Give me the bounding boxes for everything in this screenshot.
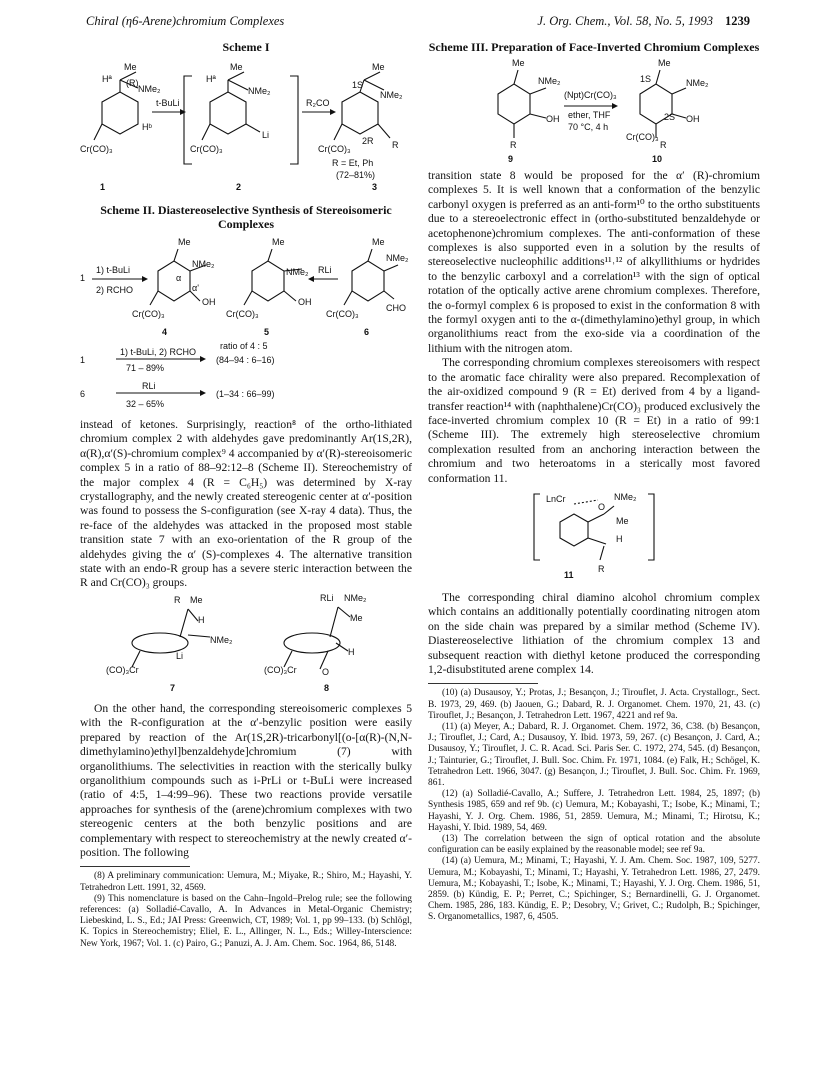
label-r: (R) xyxy=(126,78,139,88)
ring-9 xyxy=(498,84,530,124)
label-tbuli: t-BuLi xyxy=(156,98,180,108)
label-me-4: Me xyxy=(178,237,191,247)
transition-states-7-8 xyxy=(80,591,412,697)
label-2r: 2R xyxy=(362,136,374,146)
label-cr-3: Cr(CO)₃ xyxy=(318,144,351,154)
ratio-heading: ratio of 4 : 5 xyxy=(220,341,268,351)
compound-7-label: 7 xyxy=(170,682,176,693)
running-title: Chiral (η6-Arene)chromium Complexes xyxy=(86,14,285,28)
compound-6-label: 6 xyxy=(364,327,370,337)
right-paragraph-1: transition state 8 would be proposed for the α′ (R)-chromium complexes 5. It is well known that a conformation of the benzylic carbonyl oxygen is preferred as an anti-form¹⁰ to the ortho substituents due to a stereoelectronic effect in (ortho-substituted benzaldehyde or acetophenone)chromium complexes. The anti-conformation of these complexes is also supported even in a solution by the results of stereoselective nucleophilic additions¹¹˒¹² of alkyllithiums or hydrides to the benzylic carboxyl and a correlation¹³ with the sign of optical rotation of the optically active arene chromium complexes. Therefore, the o-formyl complex 6 is proposed to exist in the conformation 8 with the formyl oxygen anti to the α-(dimethylamino)ethyl group, in which organolithiums react from the exo-side via a coordination of the lithium with the nitrogen atom. xyxy=(428,169,760,355)
label-1s: 1S xyxy=(352,80,364,90)
footnote-rule xyxy=(80,866,190,867)
ts7-nme2: NMe₂ xyxy=(210,634,233,645)
s3-2s: 2S xyxy=(664,112,676,122)
row2-reagent: RLi xyxy=(142,381,156,391)
scheme-2-diagram xyxy=(80,231,412,413)
compound-5-label: 5 xyxy=(264,327,270,337)
footnote-9: (9) This nomenclature is based on the Cahn–Ingold–Prelog rule; see the following references: (a) Solladié-Cavallo, A. In Advances in Metal-Organic Chemistry; Liebeskind, L. S., Ed.; JAI Press: Greenwich, CT, 1989; Vol. 1, pp 99–133. (b) Schlögl, K. Topics in Stereochemistry; Eliel, E. L., Allinger, N. L., Eds.; Willey-Interscience: New York, 1967; Vol. 1. (c) Pairo, G.; Panuzi, A. J. Am. Chem. Soc. 1964, 86, 5148. xyxy=(80,893,412,949)
row1-yield: 71 – 89% xyxy=(126,363,165,373)
ring-3 xyxy=(342,92,378,134)
footnote-11: (11) (a) Meyer, A.; Dabard, R. J. Organomet. Chem. 1972, 36, C38. (b) Besançon, J.; Tirouflet, J.; Card, A.; Dusausoy, Y. Ibid. 1973, 59, 267. (c) Besançon, J. Card, A.; Dusausoy, Y.; Tirouflet, J. C. R. Acad. Sci. Paris Ser. C. 1972, 274, 545. (d) Besançon, J.; Tainturier, G.; Tirouflet, J. Bull. Soc. Chim. Fr. 1971, 1084. (e) Falk, H.; Schögel, K. Tetrahedron Lett. 1966, 3047. (g) Besançon, J.; Tirouflet, J. Bull. Soc. Chim. Fr. 1969, 861. xyxy=(428,721,760,788)
s3-oh-10: OH xyxy=(686,114,700,124)
s3-r-9: R xyxy=(510,140,517,150)
ring-1 xyxy=(102,92,138,134)
left-paragraph-1: instead of ketones. Surprisingly, reaction⁸ of the ortho-lithiated chromium complex 2 with aldehydes gave predominantly Ar(1S,2R), α(R),α′(S)-chromium complex⁹ 4 accompanied by α′(R)-stereoisomeric complex 5 in a ratio of 88–92:12–8 (Scheme II). Stereochemistry of the major complex 4 (R = C₆H₅) was determined by X-ray crystallography, and the newly created stereogenic center at α′-position was found to possess the S-configuration (see X-ray 4 data). Thus, the re-face of the aldehydes was attacked in the proposed most stable transition state 7 with an exo-orientation of the R group of the aldehydes giving the α′ (S)-complexes 4. The alternative transition state with an endo-R group has a severe steric interaction between the R and Cr(CO)₃ groups. xyxy=(80,418,412,590)
footnote-8: (8) A preliminary communication: Uemura, M.; Miyake, R.; Shiro, M.; Hayashi, Y. Tetrahedron Lett. 1991, 32, 4569. xyxy=(80,871,412,893)
label-me: Me xyxy=(124,62,137,72)
ts8-cr: (CO)₃Cr xyxy=(264,664,297,675)
ts7-li: Li xyxy=(176,650,184,661)
label-oh-4: OH xyxy=(202,297,216,307)
compound-11-label: 11 xyxy=(564,569,574,580)
ts8-rli: RLi xyxy=(320,592,334,603)
s3-cond1: ether, THF xyxy=(568,110,611,120)
s3-me-9: Me xyxy=(512,58,525,68)
label-me-5: Me xyxy=(272,237,285,247)
s3-1s: 1S xyxy=(640,74,652,84)
ts7-r: R xyxy=(174,594,181,605)
left-paragraph-2: On the other hand, the corresponding stereoisomeric complexes 5 with the R-configuration at the α′-benzylic position were easily prepared by reaction of the Ar(1S,2R)-tricarbonyl[(o-[α(R)-(N,N-dimethylamino)ethyl]benzaldehyde]chromium (7) with organolithiums. The selectivities in reaction with the sterically bulky organolithium compounds such as i-PrLi or t-BuLi were increased (ratio of 4:5, 1–4:99–96). These two reactions provide versatile approaches for synthesis of the (arene)chromium complexes with two stereogenic centers at the both benzylic positions and are complementary with respect to stereochemistry at the newly created α′-position. The following xyxy=(80,701,412,859)
label-cr-5: Cr(CO)₃ xyxy=(226,309,259,319)
scheme-2-title: Scheme II. Diastereoselective Synthesis of Stereoisomeric Complexes xyxy=(100,203,392,231)
ring-4 xyxy=(158,261,190,301)
compound-8-label: 8 xyxy=(324,682,330,693)
ring-2 xyxy=(210,92,246,134)
s3-cond2: 70 °C, 4 h xyxy=(568,122,609,132)
s3-nme2-10: NMe₂ xyxy=(686,78,709,88)
scheme-3-diagram xyxy=(428,54,760,164)
label-r-3: R xyxy=(392,140,399,150)
label-ha-2: Hª xyxy=(206,74,216,84)
s11-h: H xyxy=(616,533,623,544)
label-1-start: 1 xyxy=(80,273,86,283)
s3-r-10: R xyxy=(660,140,667,150)
compound-1-label: 1 xyxy=(100,182,106,192)
compound-9-label: 9 xyxy=(508,154,514,164)
s11-o: O xyxy=(598,501,606,512)
label-yield: (72–81%) xyxy=(336,170,376,180)
scheme-3-title: Scheme III. Preparation of Face-Inverted Chromium Complexes xyxy=(428,40,760,54)
label-cr-1: Cr(CO)₃ xyxy=(80,144,113,154)
s3-reagent: (Npt)Cr(CO)₃ xyxy=(564,90,617,100)
ts8-o: O xyxy=(322,666,330,677)
compound-4-label: 4 xyxy=(162,327,168,337)
label-step-1: 1) t-BuLi xyxy=(96,265,131,275)
label-li: Li xyxy=(262,130,270,140)
label-alpha-prime: α' xyxy=(192,283,199,293)
row2-ratio: (1–34 : 66–99) xyxy=(216,389,275,399)
label-nme2-3: NMe₂ xyxy=(380,90,403,100)
left-column xyxy=(80,40,412,950)
right-paragraph-3: The corresponding chiral diamino alcohol chromium complex which contains an additionally potentially coordinating nitrogen atom on the side chain was prepared by a similar method (Scheme IV). Diastereoselective lithiation of the chromium complex 13 and subsequent reaction with diethyl ketone produced the corresponding 1,2-disubstituted arene complex 14. xyxy=(428,590,760,676)
label-r2co: R₂CO xyxy=(306,98,330,108)
label-rli: RLi xyxy=(318,265,332,275)
compound-10-label: 10 xyxy=(652,154,663,164)
ts8-me: Me xyxy=(350,612,363,623)
label-ha: Hª xyxy=(102,74,112,84)
label-r-eq: R = Et, Ph xyxy=(332,158,374,168)
row1-start: 1 xyxy=(80,355,86,365)
right-column xyxy=(428,40,760,924)
footnote-rule-right xyxy=(428,683,538,684)
s11-lncr: LnCr xyxy=(546,493,566,504)
ring-6 xyxy=(352,261,384,301)
label-me-6: Me xyxy=(372,237,385,247)
right-paragraph-2: The corresponding chromium complexes stereoisomers with respect to the aromatic face chirality were also prepared. Recomplexation of the air-oxidized compound 9 (R = Et) derived from 4 by a ligand-transfer reaction¹⁴ with (naphthalene)Cr(CO)₃ produced exclusively the face-inverted chromium complex 10 (R = Et) in a ratio of 99:1 (Scheme III). The extremely high stereoselective chromium complexation resulted from an anchoring interaction between the chromium and two heteroatoms in a sterically most favored conformation 11. xyxy=(428,356,760,485)
label-nme2-4: NMe₂ xyxy=(192,259,215,269)
scheme-1-diagram xyxy=(80,54,412,194)
s3-me-10: Me xyxy=(658,58,671,68)
label-nme2-6: NMe₂ xyxy=(386,253,409,263)
ring-5 xyxy=(252,261,284,301)
row1-ratio: (84–94 : 6–16) xyxy=(216,355,275,365)
label-nme2-5: NMe₂ xyxy=(286,267,309,277)
ts8-nme2: NMe₂ xyxy=(344,592,367,603)
ts7-cr: (CO)₃Cr xyxy=(106,664,139,675)
footnote-14: (14) (a) Uemura, M.; Minami, T.; Hayashi, Y. J. Am. Chem. Soc. 1987, 109, 5277. Uemura, M.; Kobayashi, T.; Minami, T.; Hayashi, Y. Tetrahedron Lett. 1986, 27, 2479. Uemura, M.; Kobayashi, T.; Isobe, K.; Minami, T.; Hayashi, Y. J. Org. Chem. 1986, 51, 2859. (b) Kündig, E. P.; Perret, C.; Spichinger, S.; Bernardinelli, G. J. Organomet. Chem. 1985, 286, 183. Kündig, E. P.; Desobry, V.; Grivet, C.; Rudolph, B.; Spichinger, S. Organometallics, 1987, 6, 4505. xyxy=(428,856,760,923)
footnote-12: (12) (a) Solladié-Cavallo, A.; Suffere, J. Tetrahedron Lett. 1984, 25, 1897; (b) Synthesis 1985, 659 and ref 9b. (c) Uemura, M.; Kobayashi, T.; Isobe, K.; Minami, T.; Hayashi, Y. J. Org. Chem. 1986, 51, 2859. Uemura, M.; Minami, T.; Hirotsu, K.; Hayashi, Y. Ibid. 1989, 54, 469. xyxy=(428,789,760,833)
row2-yield: 32 – 65% xyxy=(126,399,165,409)
s11-me: Me xyxy=(616,515,629,526)
label-cho: CHO xyxy=(386,303,406,313)
footnote-10: (10) (a) Dusausoy, Y.; Protas, J.; Besançon, J.; Tirouflet, J. Acta. Crystallogr., Sect. B. 1973, 29, 469. (b) Jaouen, G.; Dabard, R. J. Organomet. Chem. 1970, 21, 43. (c) Tirouflet, J.; Besançon, J. Tetrahedron Lett. 1967, 4221 and ref 9a. xyxy=(428,688,760,721)
scheme-1-title: Scheme I xyxy=(222,40,270,54)
label-alpha: α xyxy=(176,273,182,283)
label-cr-6: Cr(CO)₃ xyxy=(326,309,359,319)
ts8-h: H xyxy=(348,646,355,657)
label-step-2: 2) RCHO xyxy=(96,285,134,295)
journal-name: J. Org. Chem., Vol. 58, No. 5, 1993 xyxy=(537,14,713,28)
journal-citation xyxy=(537,14,750,29)
s3-oh-9: OH xyxy=(546,114,560,124)
s11-nme2: NMe₂ xyxy=(614,491,637,502)
label-cr-4: Cr(CO)₃ xyxy=(132,309,165,319)
label-nme2: NMe₂ xyxy=(138,84,161,94)
compound-2-label: 2 xyxy=(236,182,242,192)
page-number: 1239 xyxy=(725,14,750,28)
s3-cr-10: Cr(CO)₃ xyxy=(626,132,659,142)
ts7-h: H xyxy=(198,614,205,625)
footnote-13: (13) The correlation between the sign of optical rotation and the absolute configuration can be easily explained by the reasonable model; see ref 9a. xyxy=(428,834,760,856)
row2-start: 6 xyxy=(80,389,86,399)
ts7-me: Me xyxy=(190,594,203,605)
label-cr-2: Cr(CO)₃ xyxy=(190,144,223,154)
label-hb: Hᵇ xyxy=(142,122,152,132)
label-oh-5: OH xyxy=(298,297,312,307)
s3-nme2-9: NMe₂ xyxy=(538,76,561,86)
row1-reagent: 1) t-BuLi, 2) RCHO xyxy=(120,347,197,357)
conformation-11 xyxy=(428,486,760,586)
label-nme2-2: NMe₂ xyxy=(248,86,271,96)
compound-3-label: 3 xyxy=(372,182,378,192)
label-me-2: Me xyxy=(230,62,243,72)
label-me-3: Me xyxy=(372,62,385,72)
s11-r: R xyxy=(598,563,605,574)
